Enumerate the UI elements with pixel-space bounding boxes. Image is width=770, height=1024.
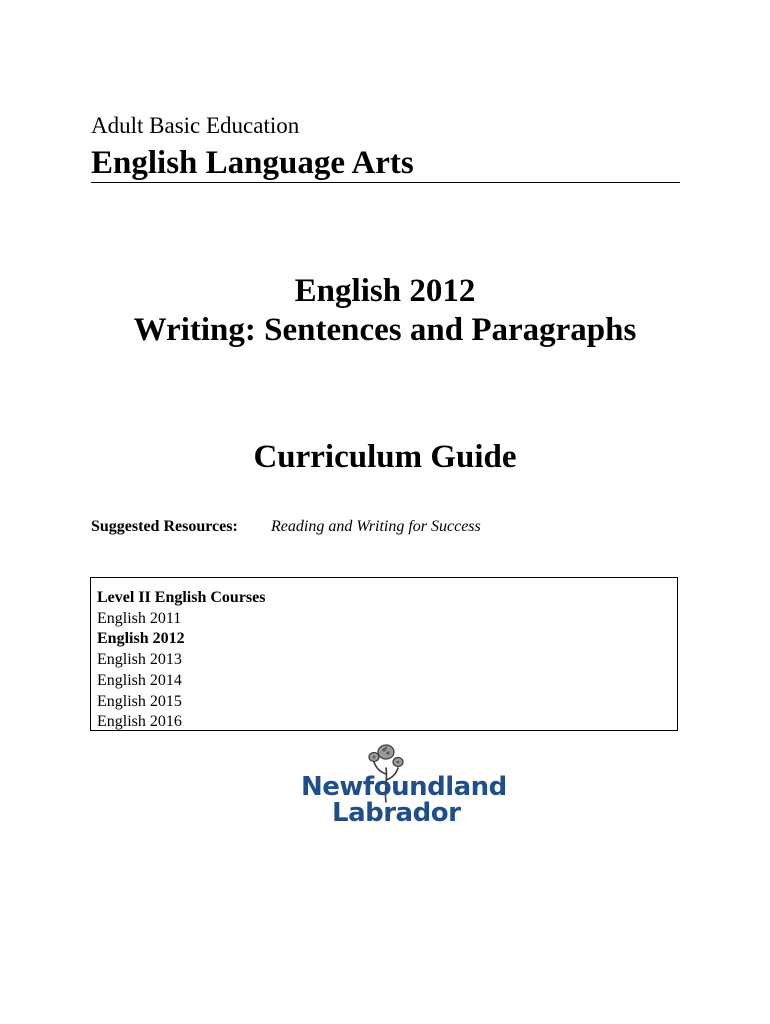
course-list-item: English 2011 (97, 609, 182, 627)
heading-divider (91, 182, 680, 183)
course-name: Writing: Sentences and Paragraphs (133, 312, 637, 348)
document-type-title: Curriculum Guide (253, 439, 517, 475)
courses-box-title: Level II English Courses (97, 589, 266, 606)
course-list-item: English 2013 (97, 651, 182, 669)
course-code: English 2012 (294, 273, 476, 309)
suggested-resources (91, 517, 481, 537)
course-list-item: English 2014 (97, 671, 182, 689)
course-list-item: English 2015 (97, 692, 182, 710)
courses-list (97, 609, 671, 733)
program-name: Adult Basic Education (91, 113, 300, 138)
courses-box (90, 577, 678, 731)
resources-label: Suggested Resources: (91, 518, 238, 535)
logo-text-labrador: Labrador (332, 798, 461, 828)
newfoundland-labrador-logo (298, 740, 507, 832)
course-list-item-current: English 2012 (97, 630, 185, 648)
subject-heading: English Language Arts (91, 145, 414, 181)
logo-text-newfoundland: Newfoundland (301, 772, 507, 802)
resources-value: Reading and Writing for Success (271, 518, 481, 535)
course-list-item: English 2016 (97, 713, 182, 731)
